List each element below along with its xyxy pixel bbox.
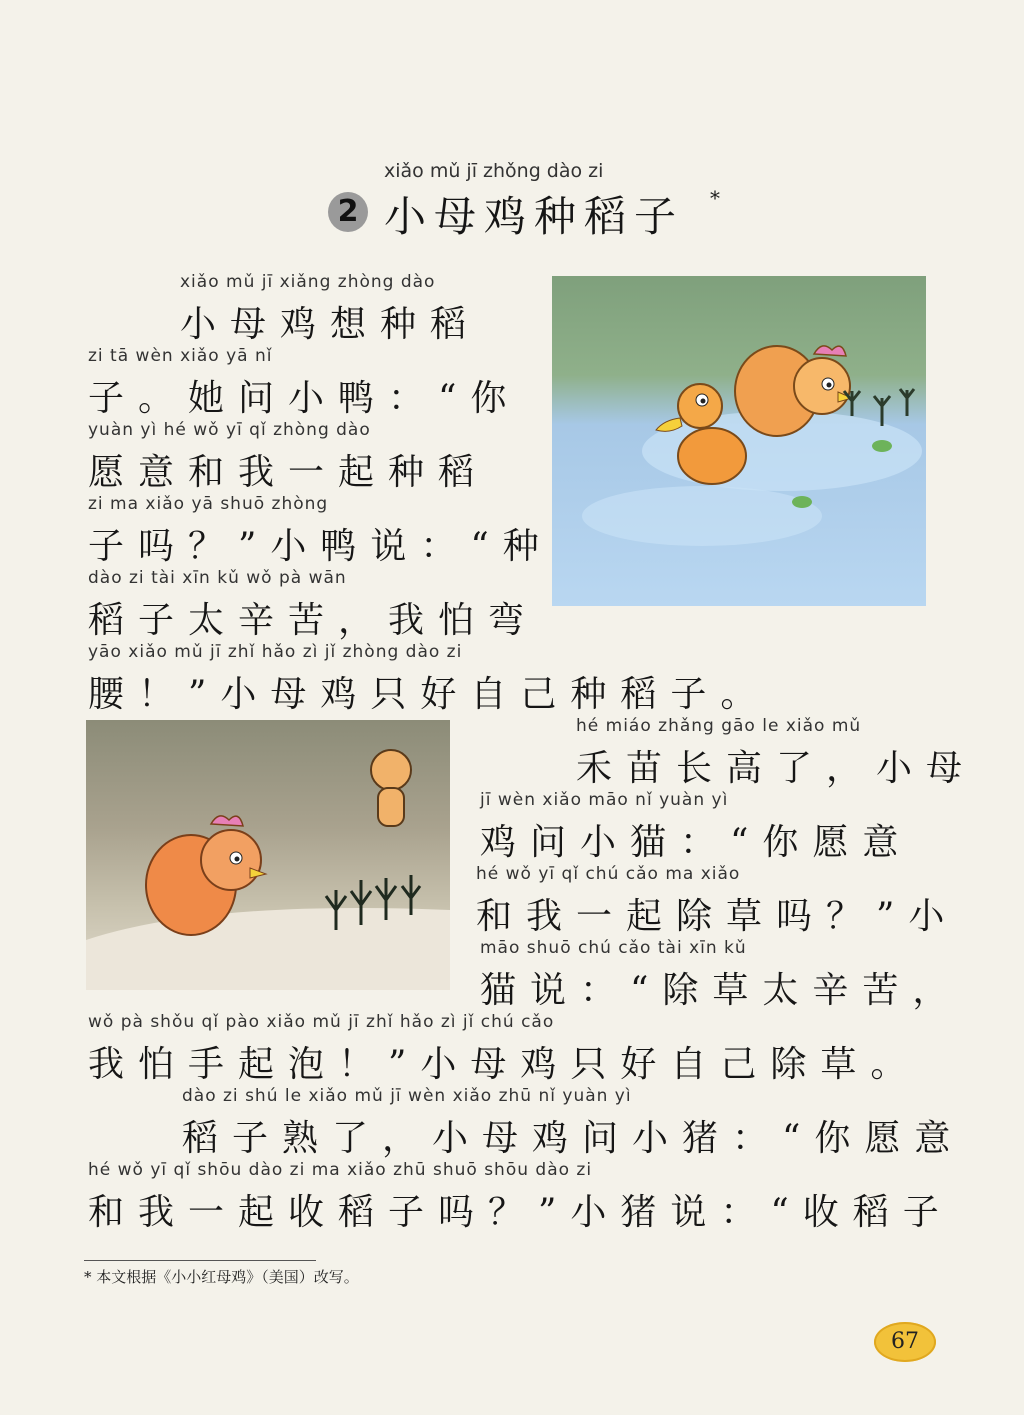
hanzi-line-11: 我怕手起泡！”小母鸡只好自己除草。 <box>88 1044 921 1085</box>
hanzi-line-6: 腰！”小母鸡只好自己种稻子。 <box>88 674 771 715</box>
title-pinyin: xiǎo mǔ jī zhǒng dào zi <box>384 160 604 182</box>
footnote: * 本文根据《小小红母鸡》（美国）改写。 <box>84 1268 359 1286</box>
pinyin-line-12: dào zi shú le xiǎo mǔ jī wèn xiǎo zhū nǐ yuàn yì <box>182 1086 632 1106</box>
pinyin-line-3: yuàn yì hé wǒ yī qǐ zhòng dào <box>88 420 371 440</box>
hanzi-line-2: 子。她问小鸭：“你 <box>88 378 521 419</box>
pinyin-line-7: hé miáo zhǎng gāo le xiǎo mǔ <box>576 716 862 736</box>
hanzi-line-4: 子吗？”小鸭说：“种 <box>88 526 553 567</box>
hanzi-line-12: 稻子熟了，小母鸡问小猪：“你愿意 <box>182 1118 965 1159</box>
pinyin-line-6: yāo xiǎo mǔ jī zhǐ hǎo zì jǐ zhòng dào zi <box>88 642 463 662</box>
pinyin-line-10: māo shuō chú cǎo tài xīn kǔ <box>480 938 747 958</box>
hanzi-line-5: 稻子太辛苦，我怕弯 <box>88 600 539 641</box>
hanzi-line-10: 猫说：“除草太辛苦， <box>480 970 963 1011</box>
pinyin-line-2: zi tā wèn xiǎo yā nǐ <box>88 346 273 366</box>
lesson-number-badge: 2 <box>328 192 368 232</box>
pinyin-line-13: hé wǒ yī qǐ shōu dào zi ma xiǎo zhū shuō shōu dào zi <box>88 1160 593 1180</box>
pinyin-line-4: zi ma xiǎo yā shuō zhòng <box>88 494 329 514</box>
hanzi-line-1: 小母鸡想种稻 <box>180 304 481 345</box>
illustration-hen-and-cat <box>86 720 450 990</box>
title-footnote-mark: * <box>710 186 720 210</box>
page-number-badge: 67 <box>874 1322 936 1362</box>
lesson-title: 小母鸡种稻子 <box>384 192 685 241</box>
pinyin-line-11: wǒ pà shǒu qǐ pào xiǎo mǔ jī zhǐ hǎo zì jǐ chú cǎo <box>88 1012 555 1032</box>
hanzi-line-8: 鸡问小猫：“你愿意 <box>480 822 913 863</box>
pinyin-line-1: xiǎo mǔ jī xiǎng zhòng dào <box>180 272 436 292</box>
illustration-hen-and-duck <box>552 276 926 606</box>
hanzi-line-13: 和我一起收稻子吗？”小猪说：“收稻子 <box>88 1192 953 1233</box>
hanzi-line-7: 禾苗长高了，小母 <box>576 748 977 789</box>
pinyin-line-8: jī wèn xiǎo māo nǐ yuàn yì <box>480 790 729 810</box>
pinyin-line-9: hé wǒ yī qǐ chú cǎo ma xiǎo <box>476 864 741 884</box>
hanzi-line-9: 和我一起除草吗？”小 <box>476 896 959 937</box>
footnote-divider <box>84 1260 316 1261</box>
hen-cat-drawing <box>86 720 450 990</box>
hen-duck-drawing <box>552 276 926 606</box>
pinyin-line-5: dào zi tài xīn kǔ wǒ pà wān <box>88 568 347 588</box>
hanzi-line-3: 愿意和我一起种稻 <box>88 452 489 493</box>
